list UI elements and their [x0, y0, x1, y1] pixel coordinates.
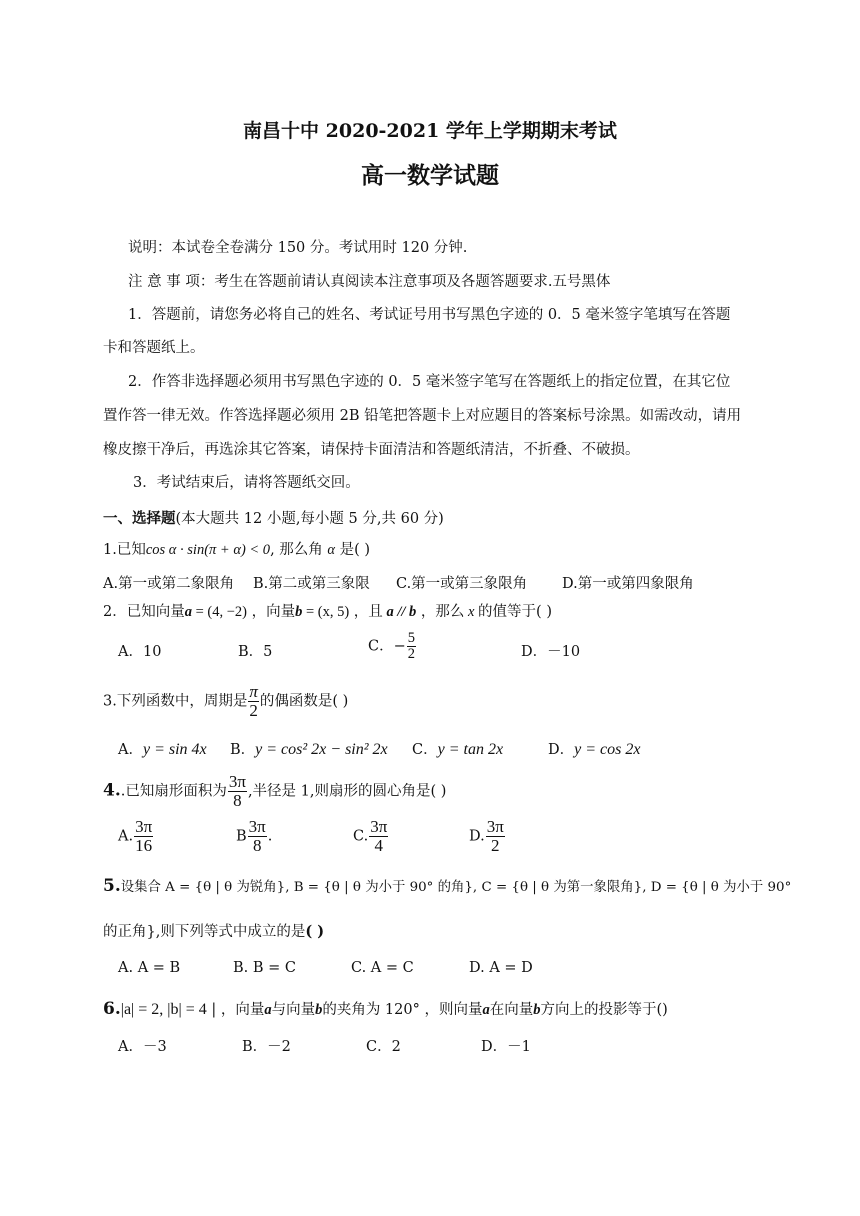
q3-option-c-expr: y = tan 2x: [437, 741, 504, 758]
q4-option-c-fraction: [369, 818, 388, 855]
section-detail: (本大题共 12 小题,每小题 5 分,共 60 分): [175, 511, 444, 527]
q5-option-b: B. B = C: [233, 960, 296, 976]
q4-suffix: ,半径是 1,则扇形的圆心角是( ): [247, 783, 447, 800]
rule1-line1: 1．答题前，请您务必将自己的姓名、考试证号用书写黑色字迹的 0．5 毫米签字笔填写在答题: [128, 307, 731, 323]
question-2: [103, 600, 552, 621]
option-suffix: .: [267, 828, 273, 845]
rule2-line2: 置作答一律无效。作答选择题必须用 2B 铅笔把答题卡上对应题目的答案标号涂黑。如需改动，请用: [103, 408, 742, 424]
option-label: B: [236, 828, 247, 845]
fraction-denominator: 8: [252, 835, 262, 855]
q5-paren: ( ): [305, 923, 325, 940]
fraction-numerator: 3π: [228, 772, 246, 791]
question-5-line1: [103, 876, 791, 896]
q6-text4: 在向量: [489, 1002, 534, 1018]
q1-option-a: A.第一或第二象限角: [103, 576, 235, 592]
q1-option-b: B.第二或第三象限: [253, 576, 370, 592]
rule2-line3: 橡皮擦干净后，再选涂其它答案，请保持卡面清洁和答题纸清洁，不折叠、不破损。: [103, 442, 640, 458]
rule2-line1: 2．作答非选择题必须用书写黑色字迹的 0．5 毫米签字笔写在答题纸上的指定位置，在其它位: [128, 374, 731, 390]
q6-option-a: A．－3: [118, 1039, 167, 1055]
q3-option-d-label: D．: [548, 742, 575, 758]
q2-option-b: B．5: [238, 644, 273, 660]
q1-variable: α: [327, 542, 336, 558]
intro-notice: 注 意 事 项：考生在答题前请认真阅读本注意事项及各题答题要求.五号黑体: [128, 274, 611, 290]
q4-option-d-fraction: [486, 818, 505, 855]
fraction-numerator: 3π: [248, 817, 266, 836]
q5-text-line2: 的正角},则下列等式中成立的是: [103, 924, 306, 940]
q4-number: 4.: [103, 780, 121, 801]
q3-option-c: [412, 738, 503, 759]
fraction-denominator: 4: [374, 835, 383, 855]
question-3: [103, 683, 348, 720]
q6-text5: 方向上的投影等于(): [540, 1002, 668, 1018]
option-label: D.: [469, 828, 485, 845]
q6-expression: |a| = 2, |b| = 4: [120, 1001, 207, 1018]
q1-suffix: 是( ): [335, 542, 371, 558]
intro-note: 说明：本试卷全卷满分 150 分。考试用时 120 分钟.: [128, 240, 468, 256]
q1-option-c: C.第一或第三象限角: [396, 576, 528, 592]
question-4: [103, 773, 446, 810]
fraction-denominator: 2: [407, 646, 415, 663]
q5-option-d: D. A = D: [469, 960, 533, 976]
q6-option-d: D．－1: [481, 1039, 531, 1055]
q5-option-a: A. A = B: [118, 960, 181, 976]
q2-x: x: [464, 604, 479, 620]
rule1-line2: 卡和答题纸上。: [103, 340, 205, 356]
q2-option-a: A．10: [118, 644, 162, 660]
q2-prefix: 2．已知向量: [103, 604, 185, 620]
q2-vector-b: b: [295, 604, 303, 620]
fraction-numerator: 3π: [370, 817, 388, 836]
q3-option-d-expr: y = cos 2x: [574, 741, 641, 758]
q1-expression: cos α · sin(π + α) < 0: [145, 542, 271, 558]
question-5-line2: [103, 920, 324, 941]
q6-option-b: B．－2: [242, 1039, 291, 1055]
fraction-numerator: 3π: [486, 817, 504, 836]
q6-number: 6.: [103, 999, 121, 1019]
exam-subtitle: 高一数学试题: [361, 163, 499, 189]
fraction-numerator: 3π: [135, 817, 153, 836]
section-heading: [103, 507, 444, 528]
q4-option-a: [118, 818, 154, 855]
q2-mid2: ，且: [349, 604, 383, 620]
q2-a-value: = (4, −2): [191, 604, 247, 620]
q2-option-c: [368, 631, 417, 662]
q1-option-d: D.第一或第四象限角: [562, 576, 694, 592]
q3-suffix: 的偶函数是( ): [259, 693, 349, 710]
q3-option-b-expr: y = cos² 2x − sin² 2x: [255, 741, 388, 758]
q2-mid3: ，那么: [416, 604, 465, 620]
q6-vector-b: b: [315, 1002, 323, 1018]
q2-option-c-prefix: C．−: [368, 638, 406, 655]
q2-parallel: a // b: [382, 604, 417, 620]
q3-fraction: [248, 683, 259, 720]
q6-text3: 的夹角为 120° ，则向量: [322, 1002, 483, 1018]
q5-number: 5.: [103, 876, 121, 896]
q4-option-d: [469, 818, 506, 855]
q3-option-c-label: C．: [412, 742, 438, 758]
option-label: A.: [118, 828, 134, 845]
q6-text1: ，向量: [220, 1002, 265, 1018]
q5-option-c: C. A = C: [351, 960, 414, 976]
fraction-numerator: 5: [407, 630, 415, 646]
q2-vector-a: a: [184, 604, 192, 620]
q3-option-d: [548, 738, 640, 759]
fraction-denominator: 2: [491, 835, 500, 855]
q3-option-a-expr: y = sin 4x: [142, 741, 207, 758]
question-6: [103, 998, 668, 1019]
exam-title: 南昌十中 2020-2021 学年上学期期末考试: [243, 120, 617, 142]
q4-option-c: [353, 818, 389, 855]
q6-vector-a: a: [264, 1002, 272, 1018]
q2-option-c-fraction: [407, 631, 416, 662]
fraction-denominator: 8: [233, 790, 242, 810]
q4-option-b: [236, 818, 272, 855]
q6-vector-b2: b: [533, 1002, 541, 1018]
q1-mid: , 那么角: [270, 542, 328, 558]
q3-option-a-label: A．: [118, 742, 143, 758]
fraction-numerator: π: [249, 682, 258, 701]
q4-option-a-fraction: [134, 818, 153, 855]
q6-bar: |: [206, 1002, 221, 1018]
q2-mid1: ，向量: [247, 604, 296, 620]
q6-text2: 与向量: [271, 1002, 316, 1018]
q4-option-b-fraction: [248, 818, 267, 855]
q6-option-c: C．2: [366, 1039, 401, 1055]
q3-prefix: 3.下列函数中，周期是: [103, 693, 248, 710]
q4-prefix: .已知扇形面积为: [120, 783, 227, 800]
fraction-denominator: 16: [135, 835, 153, 855]
rule3: 3．考试结束后，请将答题纸交回。: [133, 475, 360, 491]
q1-prefix: 1.已知: [103, 542, 146, 558]
q3-option-b: [230, 738, 388, 759]
q5-text: 设集合 A = {θ | θ 为锐角}, B = {θ | θ 为小于 90° 的角}, C = {θ | θ 为第一象限角}, D = {θ | θ 为小于 90°: [120, 880, 792, 895]
option-label: C.: [353, 828, 369, 845]
question-1: [103, 538, 370, 559]
q3-option-a: [118, 738, 207, 759]
q6-vector-a2: a: [482, 1002, 490, 1018]
q4-fraction: [228, 773, 247, 810]
q3-option-b-label: B．: [230, 742, 256, 758]
q2-option-d: D．－10: [521, 644, 581, 660]
fraction-denominator: 2: [249, 700, 258, 720]
q2-suffix: 的值等于( ): [478, 604, 552, 620]
section-label: 一、选择题: [103, 510, 176, 527]
q2-b-value: = (x, 5): [302, 604, 350, 620]
